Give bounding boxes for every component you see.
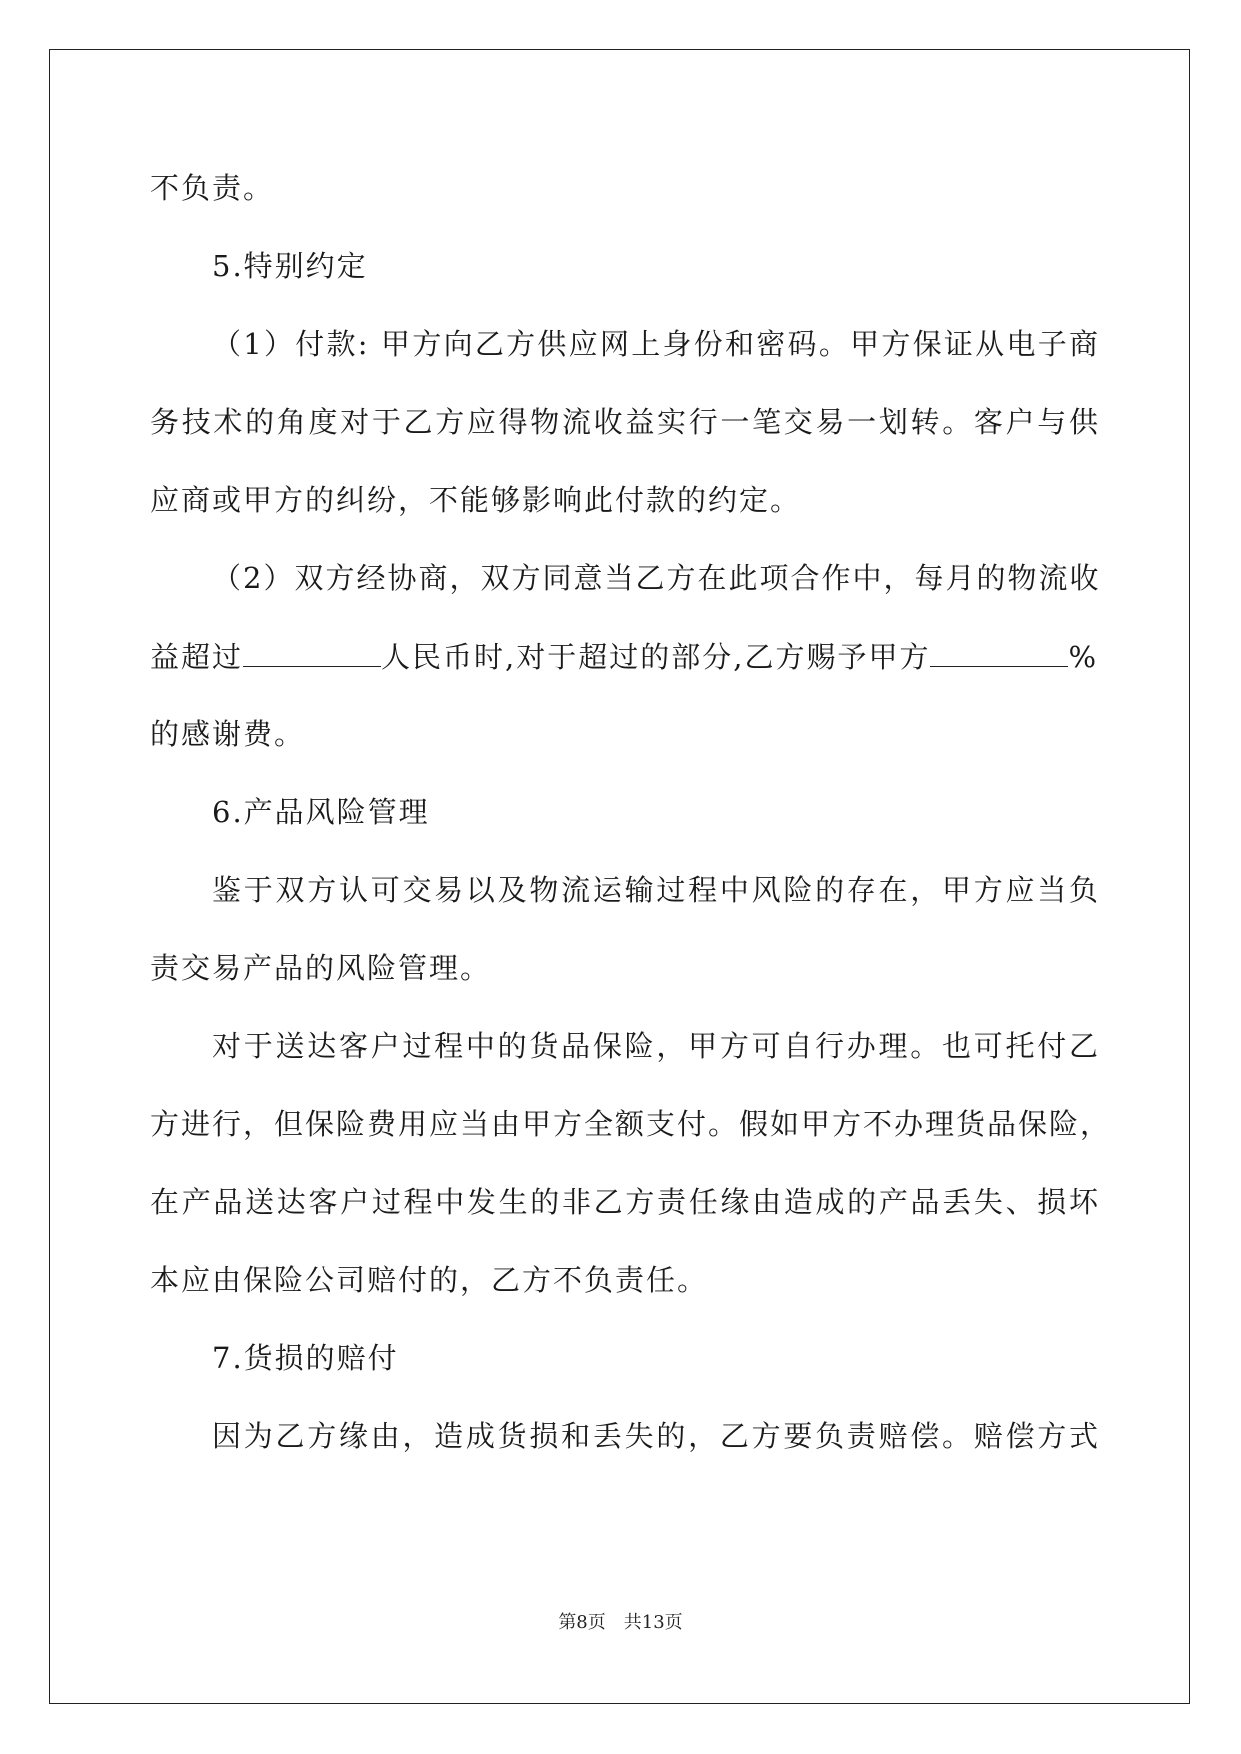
paragraph-line: 鉴于双方认可交易以及物流运输过程中风险的存在，甲方应当负	[212, 873, 1100, 907]
text-fragment: %	[1068, 640, 1099, 674]
paragraph-line: （2）双方经协商，双方同意当乙方在此项合作中，每月的物流收	[212, 561, 1101, 595]
fill-in-blank-amount	[243, 636, 381, 667]
paragraph-line: 在产品送达客户过程中发生的非乙方责任缘由造成的产品丢失、损坏	[150, 1185, 1100, 1219]
paragraph-line: 方进行，但保险费用应当由甲方全额支付。假如甲方不办理货品保险，	[150, 1107, 1112, 1141]
paragraph-line: 责交易产品的风险管理。	[150, 951, 492, 985]
paragraph-line: 本应由保险公司赔付的，乙方不负责任。	[150, 1263, 709, 1297]
fill-in-blank-percent	[930, 636, 1068, 667]
section-heading-special-agreement: 5.特别约定	[212, 249, 368, 283]
page-number-footer: 第8页 共13页	[558, 1612, 683, 1633]
text-fragment: 益超过	[150, 640, 244, 674]
paragraph-line-with-blanks	[150, 636, 1100, 677]
paragraph-line: 因为乙方缘由，造成货损和丢失的，乙方要负责赔偿。赔偿方式	[212, 1419, 1100, 1453]
paragraph-line: 不负责。	[150, 171, 275, 205]
paragraph-line: （1）付款: 甲方向乙方供应网上身份和密码。甲方保证从电子商	[212, 327, 1100, 361]
section-heading-product-risk: 6.产品风险管理	[212, 795, 430, 829]
paragraph-line: 应商或甲方的纠纷，不能够影响此付款的约定。	[150, 483, 802, 517]
paragraph-line: 务技术的角度对于乙方应得物流收益实行一笔交易一划转。客户与供	[150, 405, 1100, 439]
paragraph-line: 的感谢费。	[150, 717, 306, 751]
section-heading-cargo-damage: 7.货损的赔付	[212, 1341, 399, 1375]
paragraph-line: 对于送达客户过程中的货品保险，甲方可自行办理。也可托付乙	[212, 1029, 1100, 1063]
text-fragment: 人民币时,对于超过的部分,乙方赐予甲方	[381, 640, 931, 674]
